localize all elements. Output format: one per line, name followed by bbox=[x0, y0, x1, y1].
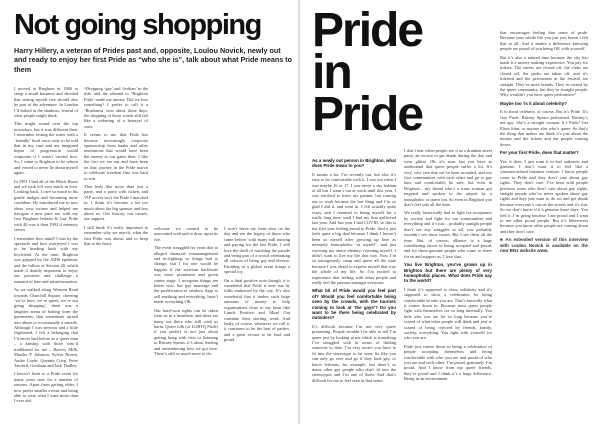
body-paragraph: Our hard-won rights can be taken from us in a heartbeat, and there are many out there who still wish us harm. Queer folk (or LGBTQ Pride) if you prefer) is not just about getting hung with fists or listening to Britney Spears, it’s about lending and remembering how we got here. There’s still so much more to do. bbox=[154, 307, 218, 356]
body-paragraph: “Dropping ‘gay’ and ‘lesbian’ in the title, and the rebrand to ‘Brighton Pride’ made me uneasy. Did we lose something? I prefer to call it a ‘Brashness’ now about those days, the dropping of those words still felt like a widening of a betrayal of sorts. bbox=[84, 86, 148, 129]
body-paragraph: This might sound over the top nowadays, but it was different then. I remember testing the water with a ‘friendly’ local once; only to be told that in my case and my imagined hopes of progression would evaporate if I wasn’t careful first. So, I came to Brighton to be reborn and vowed to never lie about myself again. bbox=[14, 121, 78, 176]
body-paragraph: The event struggled for years due to alleged financial mismanagement and in-fighting, so things had to change, but I for one would be happier if the activism backbone was more prominent and given centre stage. I recognise things are better now, but gay marriage and the proliferation of rainbow flags to sell anything and everything, hasn’t made everything OK. bbox=[154, 245, 218, 305]
body-paragraph: But it’s also a tainted time because the city has made it a money making experience. You pay for tickets. The streets are closed off, the clubs are closed off, the parks are taken off, and it’s ticketed and the performers at the festival are straight. They’re more brands. They’re owned by the queer community, but they’re straight people. Why wouldn’t you have queer performers? bbox=[500, 54, 588, 98]
body-paragraph: I still think it’s really important to remember why we march, what the first Pride was about, and to keep that at the heart. bbox=[84, 224, 148, 246]
interview-question: Maybe too ‘is it about celebrity? bbox=[500, 100, 567, 106]
left-column-4 bbox=[224, 226, 290, 416]
left-standfirst: Harry Hillery, a veteran of Prides past and, opposite, Loulou Novick, newly out and ready to enjoy her first Pride as “who she is”, talk about what Pride means to them bbox=[14, 46, 292, 74]
body-paragraph: We really historically had to fight for acceptance by society and fight for our communities and everything and it’s just... probably straight people don’t see any struggles at all, you probably wouldn’t see those issues. But I see them all the time. But, of course, alliance is a huge contributing factor to being accepted and proud, and for those genuine people who come to cheer for us and support us. I love that. bbox=[404, 210, 492, 259]
body-paragraph: It seems to me that Pride has become increasingly corporate sponsorship from banks and other institutions that would have been the enemy at our gates then. I like the fact we are out and have been on that journey in the Pride march to celebrate freedom that was hard to win. bbox=[84, 132, 148, 181]
body-paragraph: As we walked along Western Road towards Churchill Square, cheering ‘we’re here, we’re queer, we’re not going shopping’, there was a laughter arena of baiting from the pavements, that sometimes turned into abuse or occasionally a missile. Although I was nervous and a little frightened, I felt a belonging that I’d never had before as a queer man – a kinship with those who’d trailblazed for me – Harvey Milk, Marsha P. Johnson, Sylvia Rivera, Audre Lorde, Quentin Crisp, Peter Tatchell, Gresham and Jack Dudley. bbox=[14, 287, 78, 368]
web-footnote: ■ An extended version of this interview with Loulou Novick is available on the new BN1 website www. bbox=[500, 237, 588, 254]
body-paragraph: It is about celebrity, of course. But it’s Pride. It’s Gay Pride. Britney Spears performed. Britney’s not gay. She’s a straight woman. It’s Pride! Get Elton John, or anyone else who’s queer. So that’s the thing that makes me think it’s just about the money and the tickets and the people coming down. bbox=[500, 109, 588, 147]
left-column-2 bbox=[84, 86, 148, 416]
interview-question: For your first Pride, does that matter? bbox=[500, 150, 579, 156]
body-paragraph: On a final positive note though, it is wonderful that Pride is now run by folks embraced by the city. It’s also wonderful that it makes such large amounts of money to help organisations close to my heart like Lunch Positive and Mind Out continue their sterling work. And lastly, of course, whenever we call it, it continues to be the best of parties, and a great excuse to be loud and proud. bbox=[224, 277, 290, 343]
body-paragraph: Yes, it does. I just want it to feel authentic and genuine. I don’t want it to feel like a commercialised business venture. I know people come to Pride and they don’t care about gay rights. They don’t care. I’ve been with people previous years who don’t care about gay rights, straight people who’ve never spoken about gay rights and they just want to do act and get drunk because everyone’s out on the streets and it’s fun. So we don’t know if it’s genuine these days. You feel it. I’m going because I am proud and I want to see other proud people. But it’s bittersweet because you know other people are coming down and they don’t care. bbox=[500, 158, 588, 234]
body-paragraph: that encourages feeling that sense of pride. Because your whole life you just you haven’t felt that at all. And it makes a difference knowing people are proud of you being OK with yourself. bbox=[500, 30, 588, 52]
body-paragraph: I think it’s supposed to show solidarity and it’s supposed to show a celebration for being comfortable in who you are. That’s basically what it comes down to. Because most queer people fight with themselves for so long internally. You hide who you are for so long because you’re scared of what other people will think and you’re scared of being rejected by friends, family, society, everything. You fight with yourself for who you are. bbox=[404, 286, 492, 341]
interview-question: As a newly out person in Brighton, what does Pride mean to you? bbox=[312, 158, 396, 169]
body-paragraph: I haven’t been to a Pride event for many years now for a number of reasons. Apart from getting older, I now prefer smaller events and being able to wear what I want more than I ever did. bbox=[14, 371, 78, 404]
body-paragraph: I don’t fear when people see it as a drunken street party, an excuse to get drunk during the day and wear glitter. Oh, it’s sure, but you have to understand that queer people suffer a lot. It’s very, very rare that we’ve been accepted, and our first communities with each other and go to gay bars and comfortably be safe, but even in Brighton... my friend who’s a trans woman got targeted and spoken to the airport by a transphobic or queer fan. So even in Brighton you don’t feel safe all the time. bbox=[404, 148, 492, 208]
right-column-2 bbox=[404, 148, 492, 416]
body-paragraph: It’s difficult because I’m not very queer presenting. People wouldn’t be able to tell I’m queer just by looking at me which is something I’ve struggled with in terms of finding someone to date. I’m very aware you have to fit into the stereotype to be seen. So like you can only go over and go if they look gay, or butch lesbians, for example, but there’s so many other gay people who don’t fit into the stereotypes and I’m one of them. And that’s difficult for me to feel seen in that sense. bbox=[312, 323, 396, 383]
right-column-3 bbox=[500, 30, 588, 416]
body-paragraph: I moved to Brighton in 1986 to setup a small business and decided that setting myself free should also be part of the adventure. In London I’d lurked in the shadows, fearful of what people might think. bbox=[14, 86, 78, 119]
left-headline: Not going shopping bbox=[14, 9, 261, 41]
body-paragraph: I remember how mind! I was by the spectacle and how overjoyed I was to be heading back with my boyfriend. At the time, Brighton was gripped by the AIDS epidemic and the fallout of Section 28, which made it doubly important to enjoy our presence and challenge a tsunami of hate and misinformation. bbox=[14, 235, 78, 284]
interview-question: You live Brighton, you’ve grown up in Brighton but there are plenty of very homophobic places. What does Pride say to the world? bbox=[404, 262, 492, 284]
body-paragraph: It means a lot. I’m recently out, but also it’s easy to be comfortable with it. I was out when I was maybe 16 or 17. I was never a shy lesbian at all but I wasn’t out at work until this year. I was terrified to leave my partner, but coming out to work became the last thing and I’m so glad I did it, and went in. I felt actually quite scary, and I resented to being myself for a really long time, until I had my first girlfriend last year. And last year I had COVID, so this is my first year feeling proud in Pride. And it just feels quite a big deal because I think I haven’t been so myself after growing up here as intensely homophobic ‘as myself’, and just rejecting my entire identity, rejecting myself. I didn’t want to live my life that way. Now I’m so outrageously camp and queer all the time because I was afraid to express myself that way the whole of my life. So I’m excited to experience that feeling with other people and really feel the passion amongst everyone. bbox=[312, 171, 396, 285]
body-paragraph: In 1991 I had all of the Black Horse and we took left very much in love. Looking back, I owe so much to his gentle nudges and becoming more confident. He introduced me to new ideas, new writers and helped me navigate a new pace too with my first Brighton lesbian & Gay Pride with 40 was it then 1992 if memory serves. bbox=[14, 178, 78, 233]
body-paragraph: I won’t leave my front door on the day and see the legacy of those who came before, with many still nursing and paying for the last Pride. I still love the thrill of watching the parade and being part of a crowd celebrating all colours of being gay and diverse. Parading in a global event brings a special joy. bbox=[224, 226, 290, 275]
interview-question: What bit of Pride would you feel part of? Would you feel comfortable being seen by the crowds, with the tourists coming to look at ‘the gays’? Do you want to be there being celebrated by outsiders? bbox=[312, 288, 396, 321]
left-column-1 bbox=[14, 86, 78, 416]
right-column-1 bbox=[312, 158, 396, 416]
right-page bbox=[300, 0, 600, 424]
right-headline-text: Pride in Pride bbox=[312, 4, 423, 141]
right-headline bbox=[312, 4, 432, 141]
body-paragraph: welcome we wanted to be associated with and to draw upon its fire. bbox=[154, 226, 218, 242]
body-paragraph: Pride just comes down to being a celebration of people accepting themselves and being comfortable with who you are and proud of who you are and each other. I’m proud, genuinely I’m proud. And I know from my queer friends, they’re proud and I think it’s a huge difference. Being in an environment bbox=[404, 343, 492, 382]
body-paragraph: That feels like more than just a party, and a party with tickets and VIP access isn’t the Pride I marched in. I think it’s become a bit too much about the big sponsor and less about us. Our history, our causes, our support. bbox=[84, 183, 148, 222]
left-column-3 bbox=[154, 226, 218, 416]
